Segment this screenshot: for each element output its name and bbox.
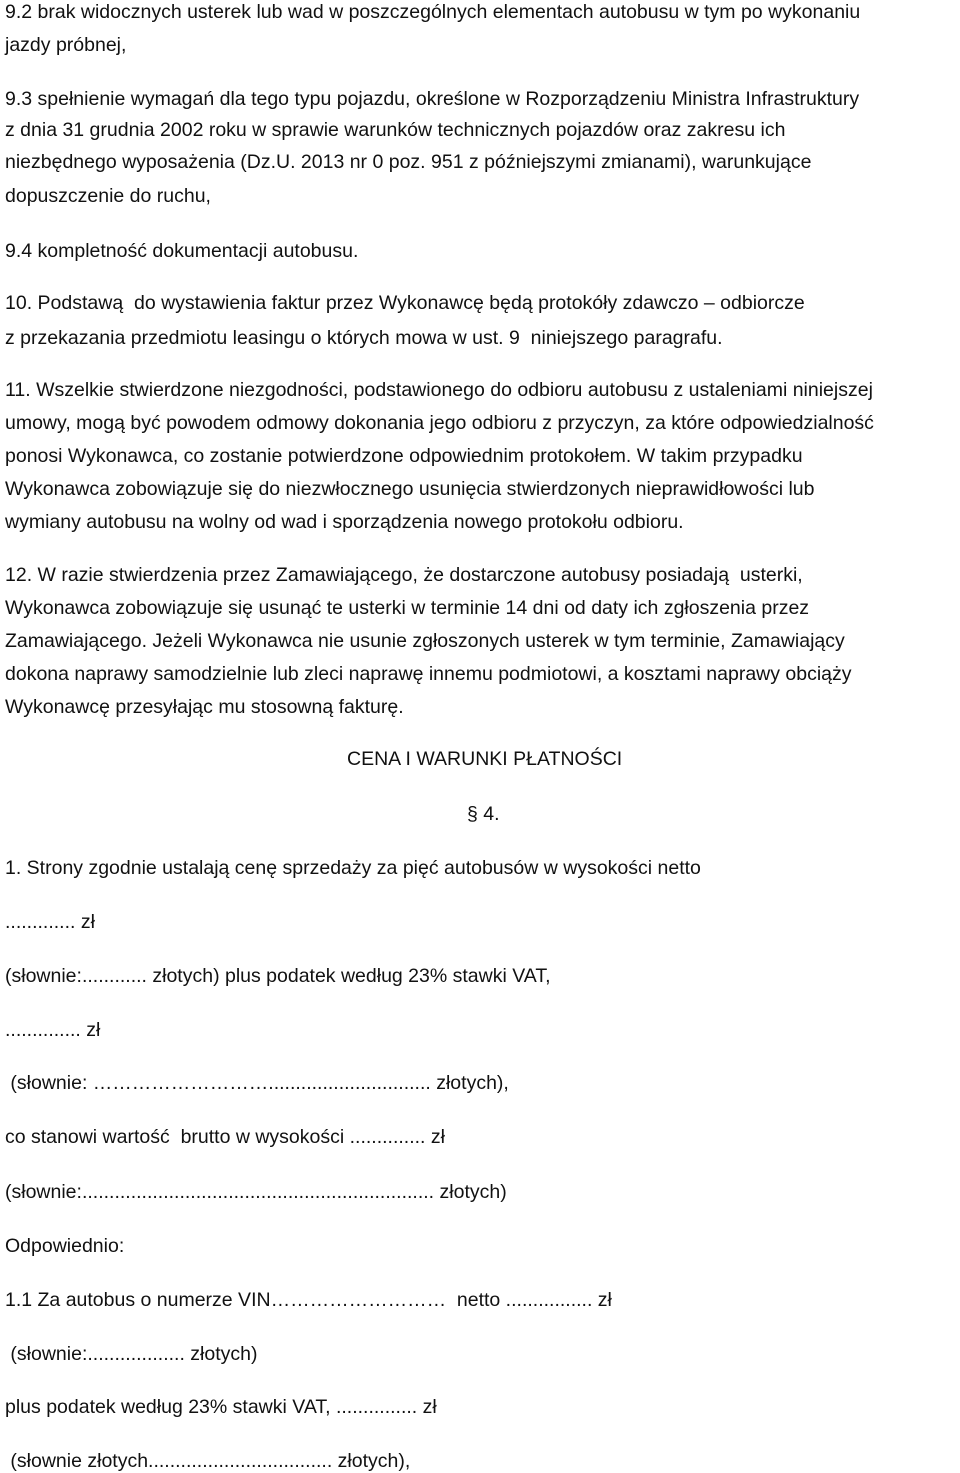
respectively-label: Odpowiednio:	[5, 1235, 125, 1257]
gross-amount-words: (słownie:................................................................. złotych)	[5, 1181, 507, 1203]
item-9-3-line-4: dopuszczenie do ruchu,	[5, 185, 211, 207]
item-12-line-3: Zamawiającego. Jeżeli Wykonawca nie usunie zgłoszonych usterek w tym terminie, Zamawiający	[5, 630, 845, 652]
item-9-2-line-1: 9.2 brak widocznych usterek lub wad w poszczególnych elementach autobusu w tym po wykonaniu	[5, 1, 861, 23]
item-9-2-line-2: jazdy próbnej,	[5, 34, 127, 56]
item-11-line-1: 11. Wszelkie stwierdzone niezgodności, podstawionego do odbioru autobusu z ustaleniami niniejszej	[5, 379, 873, 401]
section-heading: CENA I WARUNKI PŁATNOŚCI	[347, 748, 623, 770]
item-11-line-2: umowy, mogą być powodem odmowy dokonania jego odbioru z przyczyn, za które odpowiedzialność	[5, 412, 874, 434]
item-12-line-2: Wykonawca zobowiązuje się usunąć te usterki w terminie 14 dni od daty ich zgłoszenia przez	[5, 597, 810, 619]
item-12-line-1: 12. W razie stwierdzenia przez Zamawiającego, że dostarczone autobusy posiadają usterki,	[5, 564, 803, 586]
item-9-3-line-3: niezbędnego wyposażenia (Dz.U. 2013 nr 0 poz. 951 z późniejszymi zmianami), warunkujące	[5, 151, 812, 173]
price-item-1-1-vat: plus podatek według 23% stawki VAT, ............... zł	[5, 1396, 437, 1418]
item-12-line-4: dokona naprawy samodzielnie lub zleci naprawę innemu podmiotowi, a kosztami naprawy obciąży	[5, 663, 852, 685]
item-9-4-line-1: 9.4 kompletność dokumentacji autobusu.	[5, 240, 359, 262]
gross-amount: co stanowi wartość brutto w wysokości .............. zł	[5, 1126, 445, 1148]
net-amount: ............. zł	[5, 911, 95, 933]
item-11-line-3: ponosi Wykonawca, co zostanie potwierdzone odpowiednim protokołem. W takim przypadku	[5, 445, 803, 467]
item-9-3-line-2: z dnia 31 grudnia 2002 roku w sprawie warunków technicznych pojazdów oraz zakresu ich	[5, 119, 786, 141]
item-12-line-5: Wykonawcę przesyłając mu stosowną fakturę.	[5, 696, 404, 718]
item-9-3-line-1: 9.3 spełnienie wymagań dla tego typu pojazdu, określone w Rozporządzeniu Ministra Infrastruktury	[5, 88, 860, 110]
item-10-line-2: z przekazania przedmiotu leasingu o których mowa w ust. 9 niniejszego paragrafu.	[5, 327, 723, 349]
vat-amount: .............. zł	[5, 1019, 101, 1041]
section-number: § 4.	[467, 803, 500, 825]
item-10-line-1: 10. Podstawą do wystawienia faktur przez Wykonawcę będą protokóły zdawczo – odbiorcze	[5, 292, 805, 314]
price-item-1-1-vat-words: (słownie złotych.................................. złotych),	[5, 1450, 411, 1472]
price-item-1-1: 1.1 Za autobus o numerze VIN……………………… netto ................ zł	[5, 1289, 612, 1311]
price-item-1: 1. Strony zgodnie ustalają cenę sprzedaży za pięć autobusów w wysokości netto	[5, 857, 701, 879]
item-11-line-4: Wykonawca zobowiązuje się do niezwłocznego usunięcia stwierdzonych nieprawidłowości lub	[5, 478, 815, 500]
net-amount-words: (słownie:............ złotych) plus podatek według 23% stawki VAT,	[5, 965, 551, 987]
price-item-1-1-words: (słownie:.................. złotych)	[5, 1343, 258, 1365]
item-11-line-5: wymiany autobusu na wolny od wad i sporządzenia nowego protokołu odbioru.	[5, 511, 684, 533]
vat-amount-words: (słownie: ……………………….............................. złotych),	[5, 1072, 509, 1094]
